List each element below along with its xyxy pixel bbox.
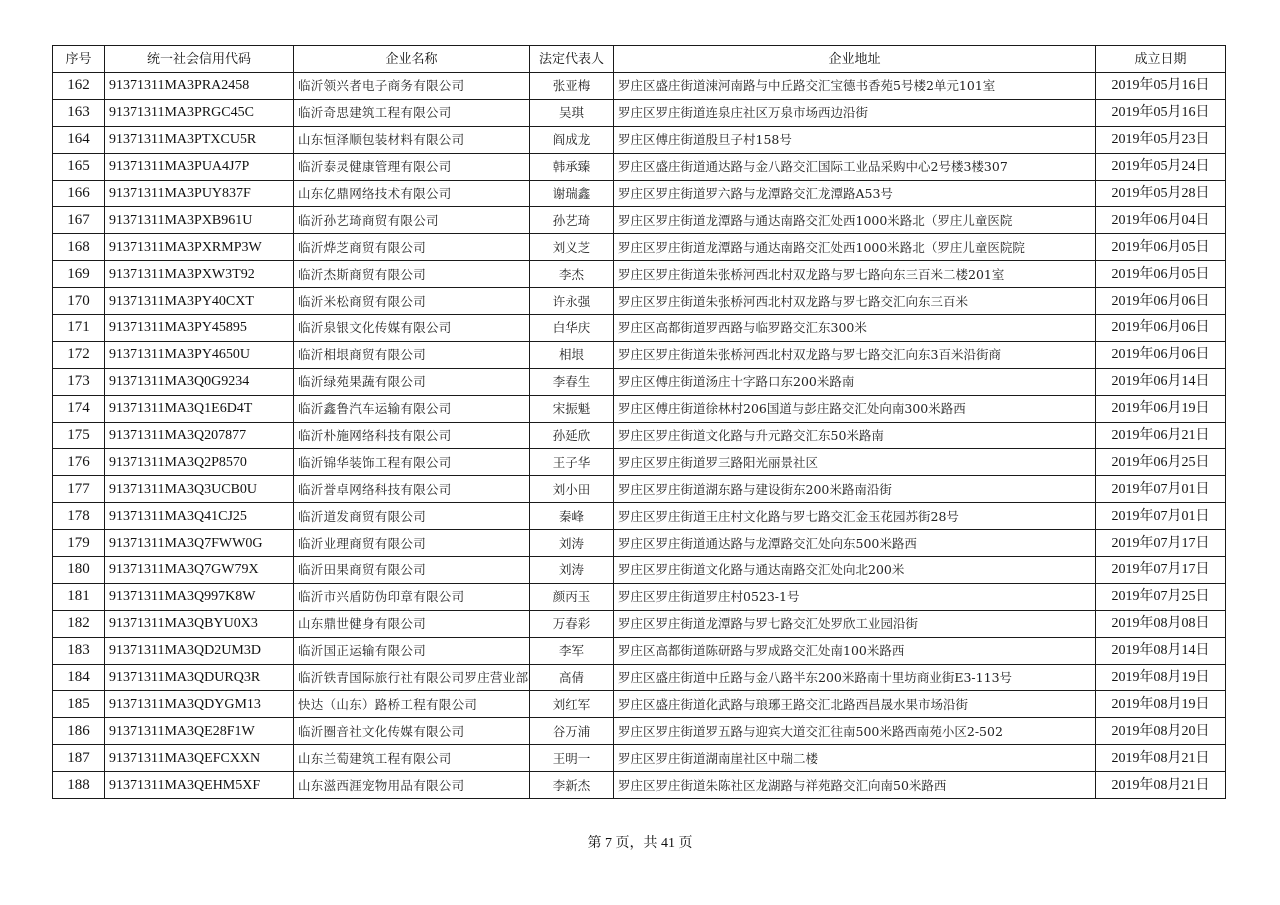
table-row: [53, 180, 1226, 207]
cell-date: 2019年05月16日: [1096, 73, 1226, 100]
cell-credit-code: 91371311MA3QE28F1W: [105, 718, 294, 745]
cell-credit-code: 91371311MA3QDURQ3R: [105, 664, 294, 691]
cell-credit-code: 91371311MA3QEFCXXN: [105, 745, 294, 772]
cell-legal-rep: 孙艺琦: [530, 207, 614, 234]
cell-date: 2019年08月19日: [1096, 664, 1226, 691]
table-row: [53, 476, 1226, 503]
cell-date: 2019年05月23日: [1096, 126, 1226, 153]
cell-no: 174: [53, 395, 105, 422]
cell-date: 2019年07月17日: [1096, 557, 1226, 584]
table-row: [53, 99, 1226, 126]
cell-legal-rep: 许永强: [530, 288, 614, 315]
table-row: [53, 745, 1226, 772]
table-row: [53, 207, 1226, 234]
table-row: [53, 126, 1226, 153]
cell-legal-rep: 谷万浦: [530, 718, 614, 745]
cell-date: 2019年07月25日: [1096, 583, 1226, 610]
cell-credit-code: 91371311MA3QBYU0X3: [105, 610, 294, 637]
cell-no: 169: [53, 261, 105, 288]
cell-credit-code: 91371311MA3Q7GW79X: [105, 557, 294, 584]
cell-legal-rep: 刘小田: [530, 476, 614, 503]
table-row: [53, 583, 1226, 610]
table-row: [53, 395, 1226, 422]
cell-address: 罗庄区罗庄街道文化路与升元路交汇东50米路南: [614, 422, 1096, 449]
cell-date: 2019年07月01日: [1096, 503, 1226, 530]
table-row: [53, 718, 1226, 745]
table-row: [53, 610, 1226, 637]
cell-address: 罗庄区罗庄街道朱张桥河西北村双龙路与罗七路交汇向东三百米: [614, 288, 1096, 315]
cell-date: 2019年08月21日: [1096, 772, 1226, 799]
cell-address: 罗庄区罗庄街道朱张桥河西北村双龙路与罗七路向东三百米二楼201室: [614, 261, 1096, 288]
table-row: [53, 530, 1226, 557]
cell-date: 2019年06月25日: [1096, 449, 1226, 476]
cell-company-name: 临沂鑫鲁汽车运输有限公司: [294, 395, 530, 422]
cell-legal-rep: 白华庆: [530, 315, 614, 342]
cell-no: 164: [53, 126, 105, 153]
cell-address: 罗庄区傅庄街道汤庄十字路口东200米路南: [614, 368, 1096, 395]
cell-company-name: 临沂绿苑果蔬有限公司: [294, 368, 530, 395]
cell-company-name: 临沂铁青国际旅行社有限公司罗庄营业部: [294, 664, 530, 691]
cell-address: 罗庄区盛庄街道通达路与金八路交汇国际工业品采购中心2号楼3楼307: [614, 153, 1096, 180]
cell-company-name: 临沂奇思建筑工程有限公司: [294, 99, 530, 126]
cell-legal-rep: 宋振魁: [530, 395, 614, 422]
cell-address: 罗庄区傅庄街道殷旦子村158号: [614, 126, 1096, 153]
cell-address: 罗庄区罗庄街道龙潭路与通达南路交汇处西1000米路北（罗庄儿童医院: [614, 207, 1096, 234]
cell-credit-code: 91371311MA3Q1E6D4T: [105, 395, 294, 422]
cell-credit-code: 91371311MA3PXRMP3W: [105, 234, 294, 261]
cell-company-name: 临沂杰斯商贸有限公司: [294, 261, 530, 288]
cell-address: 罗庄区盛庄街道涑河南路与中丘路交汇宝德书香苑5号楼2单元101室: [614, 73, 1096, 100]
cell-no: 183: [53, 637, 105, 664]
cell-no: 176: [53, 449, 105, 476]
cell-company-name: 山东兰萄建筑工程有限公司: [294, 745, 530, 772]
table-row: [53, 772, 1226, 799]
cell-no: 166: [53, 180, 105, 207]
cell-no: 180: [53, 557, 105, 584]
cell-no: 179: [53, 530, 105, 557]
cell-company-name: 临沂道发商贸有限公司: [294, 503, 530, 530]
cell-credit-code: 91371311MA3QDYGM13: [105, 691, 294, 718]
cell-credit-code: 91371311MA3QEHM5XF: [105, 772, 294, 799]
cell-legal-rep: 刘涛: [530, 530, 614, 557]
cell-legal-rep: 谢瑞鑫: [530, 180, 614, 207]
cell-date: 2019年06月05日: [1096, 261, 1226, 288]
cell-date: 2019年06月06日: [1096, 288, 1226, 315]
cell-credit-code: 91371311MA3PXB961U: [105, 207, 294, 234]
header-date: 成立日期: [1096, 46, 1226, 73]
cell-legal-rep: 刘义芝: [530, 234, 614, 261]
cell-date: 2019年08月21日: [1096, 745, 1226, 772]
cell-company-name: 临沂孙艺琦商贸有限公司: [294, 207, 530, 234]
cell-credit-code: 91371311MA3PRGC45C: [105, 99, 294, 126]
cell-company-name: 临沂誉卓网络科技有限公司: [294, 476, 530, 503]
table-row: [53, 664, 1226, 691]
cell-address: 罗庄区罗庄街道湖东路与建设街东200米路南沿街: [614, 476, 1096, 503]
cell-date: 2019年06月21日: [1096, 422, 1226, 449]
cell-date: 2019年08月20日: [1096, 718, 1226, 745]
cell-company-name: 临沂业理商贸有限公司: [294, 530, 530, 557]
cell-address: 罗庄区罗庄街道朱陈社区龙湖路与祥苑路交汇向南50米路西: [614, 772, 1096, 799]
cell-legal-rep: 王明一: [530, 745, 614, 772]
cell-no: 163: [53, 99, 105, 126]
cell-no: 173: [53, 368, 105, 395]
cell-legal-rep: 韩承臻: [530, 153, 614, 180]
cell-address: 罗庄区盛庄街道化武路与琅琊王路交汇北路西昌晟水果市场沿街: [614, 691, 1096, 718]
cell-no: 171: [53, 315, 105, 342]
cell-company-name: 临沂相垠商贸有限公司: [294, 341, 530, 368]
cell-address: 罗庄区高都街道罗西路与临罗路交汇东300米: [614, 315, 1096, 342]
table-row: [53, 261, 1226, 288]
cell-date: 2019年08月14日: [1096, 637, 1226, 664]
cell-credit-code: 91371311MA3Q207877: [105, 422, 294, 449]
cell-company-name: 临沂烨芝商贸有限公司: [294, 234, 530, 261]
header-company-name: 企业名称: [294, 46, 530, 73]
cell-date: 2019年05月16日: [1096, 99, 1226, 126]
cell-company-name: 临沂锦华装饰工程有限公司: [294, 449, 530, 476]
cell-company-name: 临沂泉银文化传媒有限公司: [294, 315, 530, 342]
header-no: 序号: [53, 46, 105, 73]
cell-company-name: 山东鼎世健身有限公司: [294, 610, 530, 637]
table-row: [53, 691, 1226, 718]
cell-credit-code: 91371311MA3Q41CJ25: [105, 503, 294, 530]
table-header-row: [53, 46, 1226, 73]
header-credit-code: 统一社会信用代码: [105, 46, 294, 73]
cell-no: 175: [53, 422, 105, 449]
cell-legal-rep: 高倩: [530, 664, 614, 691]
cell-no: 165: [53, 153, 105, 180]
enterprise-table: [52, 45, 1226, 799]
cell-address: 罗庄区高都街道陈研路与罗成路交汇处南100米路西: [614, 637, 1096, 664]
table-row: [53, 315, 1226, 342]
header-address: 企业地址: [614, 46, 1096, 73]
cell-date: 2019年06月06日: [1096, 341, 1226, 368]
cell-no: 178: [53, 503, 105, 530]
cell-credit-code: 91371311MA3PUY837F: [105, 180, 294, 207]
cell-no: 181: [53, 583, 105, 610]
cell-no: 185: [53, 691, 105, 718]
table-row: [53, 503, 1226, 530]
table-row: [53, 288, 1226, 315]
cell-credit-code: 91371311MA3Q2P8570: [105, 449, 294, 476]
cell-no: 186: [53, 718, 105, 745]
cell-company-name: 临沂领兴者电子商务有限公司: [294, 73, 530, 100]
cell-legal-rep: 张亚梅: [530, 73, 614, 100]
cell-address: 罗庄区罗庄街道罗五路与迎宾大道交汇往南500米路西南苑小区2-502: [614, 718, 1096, 745]
cell-company-name: 山东亿鼎网络技术有限公司: [294, 180, 530, 207]
cell-credit-code: 91371311MA3Q997K8W: [105, 583, 294, 610]
cell-address: 罗庄区罗庄街道罗六路与龙潭路交汇龙潭路A53号: [614, 180, 1096, 207]
cell-address: 罗庄区罗庄街道通达路与龙潭路交汇处向东500米路西: [614, 530, 1096, 557]
cell-address: 罗庄区罗庄街道朱张桥河西北村双龙路与罗七路交汇向东3百米沿街商: [614, 341, 1096, 368]
cell-legal-rep: 李春生: [530, 368, 614, 395]
cell-address: 罗庄区盛庄街道中丘路与金八路半东200米路南十里坊商业街E3-113号: [614, 664, 1096, 691]
page-number: 第 7 页，共 41 页: [587, 836, 693, 851]
cell-company-name: 临沂田果商贸有限公司: [294, 557, 530, 584]
cell-address: 罗庄区罗庄街道文化路与通达南路交汇处向北200米: [614, 557, 1096, 584]
cell-legal-rep: 李杰: [530, 261, 614, 288]
cell-legal-rep: 李新杰: [530, 772, 614, 799]
table-row: [53, 449, 1226, 476]
cell-company-name: 临沂圈音社文化传媒有限公司: [294, 718, 530, 745]
table-row: [53, 73, 1226, 100]
cell-address: 罗庄区罗庄街道连泉庄社区万泉市场西边沿街: [614, 99, 1096, 126]
cell-date: 2019年07月17日: [1096, 530, 1226, 557]
cell-address: 罗庄区罗庄街道龙潭路与罗七路交汇处罗欣工业园沿街: [614, 610, 1096, 637]
cell-no: 184: [53, 664, 105, 691]
cell-company-name: 临沂泰灵健康管理有限公司: [294, 153, 530, 180]
cell-legal-rep: 孙延欣: [530, 422, 614, 449]
cell-date: 2019年08月19日: [1096, 691, 1226, 718]
cell-address: 罗庄区傅庄街道徐林村206国道与彭庄路交汇处向南300米路西: [614, 395, 1096, 422]
cell-legal-rep: 万春彩: [530, 610, 614, 637]
cell-no: 167: [53, 207, 105, 234]
cell-address: 罗庄区罗庄街道罗三路阳光丽景社区: [614, 449, 1096, 476]
cell-credit-code: 91371311MA3PY40CXT: [105, 288, 294, 315]
table-row: [53, 637, 1226, 664]
cell-no: 162: [53, 73, 105, 100]
cell-address: 罗庄区罗庄街道湖南崖社区中瑞二楼: [614, 745, 1096, 772]
cell-credit-code: 91371311MA3Q3UCB0U: [105, 476, 294, 503]
cell-date: 2019年06月05日: [1096, 234, 1226, 261]
cell-legal-rep: 相垠: [530, 341, 614, 368]
cell-company-name: 临沂市兴盾防伪印章有限公司: [294, 583, 530, 610]
cell-date: 2019年05月28日: [1096, 180, 1226, 207]
cell-legal-rep: 秦峰: [530, 503, 614, 530]
table-row: [53, 368, 1226, 395]
cell-legal-rep: 刘涛: [530, 557, 614, 584]
cell-legal-rep: 刘红军: [530, 691, 614, 718]
table-row: [53, 422, 1226, 449]
table-row: [53, 153, 1226, 180]
cell-credit-code: 91371311MA3Q7FWW0G: [105, 530, 294, 557]
cell-no: 177: [53, 476, 105, 503]
cell-date: 2019年06月06日: [1096, 315, 1226, 342]
cell-credit-code: 91371311MA3PY45895: [105, 315, 294, 342]
cell-company-name: 山东滋西涯宠物用品有限公司: [294, 772, 530, 799]
cell-company-name: 临沂国正运输有限公司: [294, 637, 530, 664]
cell-company-name: 快达（山东）路桥工程有限公司: [294, 691, 530, 718]
cell-no: 168: [53, 234, 105, 261]
cell-no: 172: [53, 341, 105, 368]
cell-date: 2019年06月04日: [1096, 207, 1226, 234]
cell-legal-rep: 吴琪: [530, 99, 614, 126]
cell-date: 2019年06月19日: [1096, 395, 1226, 422]
cell-no: 170: [53, 288, 105, 315]
cell-credit-code: 91371311MA3PY4650U: [105, 341, 294, 368]
cell-credit-code: 91371311MA3PRA2458: [105, 73, 294, 100]
cell-legal-rep: 李军: [530, 637, 614, 664]
cell-credit-code: 91371311MA3PXW3T92: [105, 261, 294, 288]
cell-date: 2019年05月24日: [1096, 153, 1226, 180]
cell-credit-code: 91371311MA3PUA4J7P: [105, 153, 294, 180]
cell-legal-rep: 颜丙玉: [530, 583, 614, 610]
cell-no: 187: [53, 745, 105, 772]
cell-date: 2019年08月08日: [1096, 610, 1226, 637]
cell-address: 罗庄区罗庄街道罗庄村0523-1号: [614, 583, 1096, 610]
table-row: [53, 234, 1226, 261]
header-legal-rep: 法定代表人: [530, 46, 614, 73]
table-row: [53, 557, 1226, 584]
cell-no: 188: [53, 772, 105, 799]
cell-date: 2019年06月14日: [1096, 368, 1226, 395]
cell-company-name: 临沂米松商贸有限公司: [294, 288, 530, 315]
cell-legal-rep: 阎成龙: [530, 126, 614, 153]
table-row: [53, 341, 1226, 368]
cell-company-name: 临沂朴施网络科技有限公司: [294, 422, 530, 449]
cell-address: 罗庄区罗庄街道王庄村文化路与罗七路交汇金玉花园苏街28号: [614, 503, 1096, 530]
cell-credit-code: 91371311MA3Q0G9234: [105, 368, 294, 395]
cell-address: 罗庄区罗庄街道龙潭路与通达南路交汇处西1000米路北（罗庄儿童医院院: [614, 234, 1096, 261]
cell-date: 2019年07月01日: [1096, 476, 1226, 503]
cell-legal-rep: 王子华: [530, 449, 614, 476]
cell-credit-code: 91371311MA3PTXCU5R: [105, 126, 294, 153]
cell-no: 182: [53, 610, 105, 637]
table-body: [53, 73, 1226, 799]
cell-company-name: 山东恒泽顺包装材料有限公司: [294, 126, 530, 153]
cell-credit-code: 91371311MA3QD2UM3D: [105, 637, 294, 664]
